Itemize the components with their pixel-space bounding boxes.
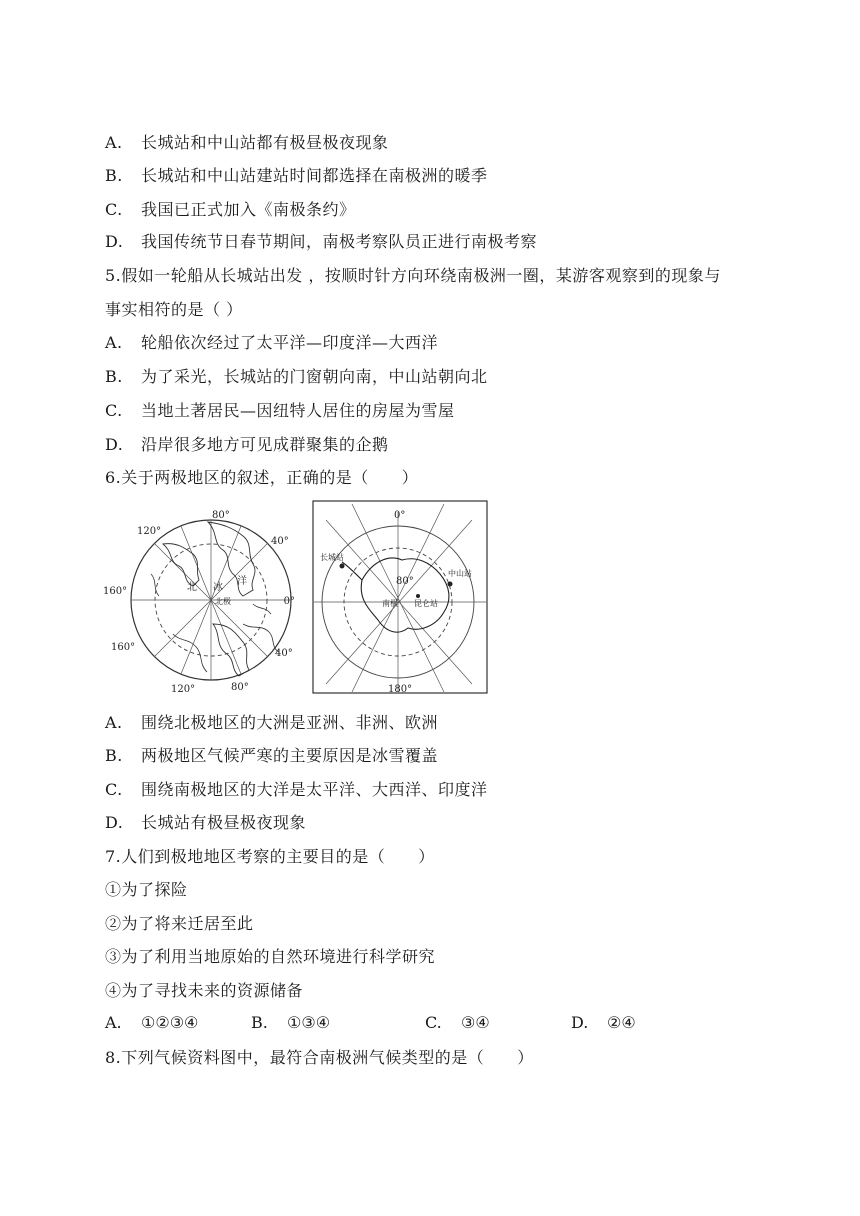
q7-option-d (571, 1013, 636, 1033)
meridians (314, 504, 486, 692)
q6-stem: 6.关于两极地区的叙述，正确的是（ ） (105, 468, 419, 487)
label-ice: 冰 (213, 582, 223, 593)
option-text: 当地土著居民—因纽特人居住的房屋为雪屋 (141, 401, 455, 420)
option-text: 长城站和中山站都有极昼极夜现象 (141, 133, 389, 152)
option-letter: A. (105, 1013, 122, 1032)
option-letter: D. (105, 232, 124, 251)
q7-item-4: ④为了寻找未来的资源储备 (105, 981, 304, 1000)
label-ocean: 洋 (237, 576, 247, 587)
option-text: 两极地区气候严寒的主要原因是冰雪覆盖 (141, 746, 439, 765)
option-text: 长城站和中山站建站时间都选择在南极洲的暖季 (141, 166, 488, 185)
q5-option-b (105, 367, 488, 387)
label-north-pole: 北极 (215, 597, 231, 606)
label-right: 0° (283, 596, 295, 607)
option-text: ①②③④ (141, 1013, 199, 1032)
coast-lower-left (173, 634, 207, 672)
label-upper-right: 40° (271, 536, 289, 547)
option-text: 我国传统节日春节期间，南极考察队员正进行南极考察 (141, 232, 538, 251)
label-top: 0° (394, 510, 406, 521)
label-left: 160° (103, 586, 128, 597)
south-pole-map (312, 500, 488, 696)
map-frame (313, 501, 487, 693)
option-letter: B. (105, 746, 123, 765)
label-latitude: 80° (396, 576, 414, 587)
option-letter: A. (105, 133, 123, 152)
q6-option-a (105, 713, 438, 733)
q7-stem: 7.人们到极地地区考察的主要目的是（ ） (105, 847, 435, 866)
option-text: 为了采光，长城站的门窗朝向南，中山站朝向北 (141, 367, 488, 386)
q6-option-b (105, 746, 438, 766)
q7-option-a (105, 1013, 198, 1033)
q4-option-d (105, 232, 537, 252)
option-letter: A. (105, 713, 123, 732)
option-letter: B. (105, 166, 123, 185)
option-text: ②④ (607, 1013, 636, 1032)
label-bottom: 180° (388, 684, 413, 695)
option-letter: D. (105, 813, 124, 832)
option-text: 围绕南极地区的大洋是太平洋、大西洋、印度洋 (141, 780, 488, 799)
q4-option-b (105, 166, 488, 186)
landmass-upper-left (163, 544, 199, 586)
q6-option-c (105, 780, 488, 800)
coast-lower-right (243, 624, 279, 652)
option-text: 围绕北极地区的大洲是亚洲、非洲、欧洲 (141, 713, 439, 732)
q7-item-3: ③为了利用当地原始的自然环境进行科学研究 (105, 947, 436, 966)
option-text: ③④ (461, 1013, 490, 1032)
option-letter: B. (105, 367, 123, 386)
q8-stem: 8.下列气候资料图中，最符合南极洲气候类型的是（ ） (105, 1048, 534, 1067)
option-text: 沿岸很多地方可见成群聚集的企鹅 (141, 435, 389, 454)
q7-option-b (251, 1013, 330, 1033)
option-text: ①③④ (287, 1013, 331, 1032)
q4-option-a (105, 133, 389, 153)
q7-item-1: ①为了探险 (105, 880, 188, 899)
option-letter: D. (571, 1013, 589, 1032)
label-top: 80° (212, 510, 230, 521)
q5-option-a (105, 333, 438, 353)
q5-option-c (105, 401, 455, 421)
option-text: 我国已正式加入《南极条约》 (141, 200, 356, 219)
option-letter: A. (105, 333, 123, 352)
label-great-wall-station: 长城站 (320, 553, 344, 562)
option-text: 长城站有极昼极夜现象 (141, 813, 307, 832)
label-south-pole: 南极 (382, 599, 398, 608)
q5-stem-line2: 事实相符的是（ ） (105, 300, 243, 319)
q4-option-c (105, 200, 356, 220)
option-text: 轮船依次经过了太平洋—印度洋—大西洋 (141, 333, 439, 352)
option-letter: C. (105, 401, 123, 420)
label-lower-left: 160° (111, 642, 136, 653)
label-upper-left: 120° (137, 526, 162, 537)
zhongshan-station-dot (448, 582, 453, 587)
label-bottom: 80° (231, 682, 249, 693)
kunlun-station-dot (416, 594, 420, 598)
q7-option-c (425, 1013, 490, 1033)
option-letter: C. (105, 200, 123, 219)
option-letter: B. (251, 1013, 268, 1032)
option-letter: C. (425, 1013, 442, 1032)
option-letter: D. (105, 435, 124, 454)
label-lower-right: 40° (275, 648, 293, 659)
great-wall-station-dot (340, 564, 345, 569)
label-kunlun-station: 昆仑站 (414, 599, 438, 608)
meridians (131, 520, 291, 680)
label-zhongshan-station: 中山站 (448, 569, 472, 578)
q5-stem-line1: 5.假如一轮船从长城站出发 ，按顺时针方向环绕南极洲一圈，某游客观察到的现象与 (105, 266, 721, 285)
q5-option-d (105, 435, 389, 455)
coast-left (151, 574, 159, 596)
label-bottom-left: 120° (171, 684, 196, 695)
q7-item-2: ②为了将来迁居至此 (105, 914, 254, 933)
q6-option-d (105, 813, 306, 833)
label-north: 北 (187, 582, 197, 593)
option-letter: C. (105, 780, 123, 799)
north-pole-map (103, 504, 299, 696)
coast-right (253, 604, 271, 614)
